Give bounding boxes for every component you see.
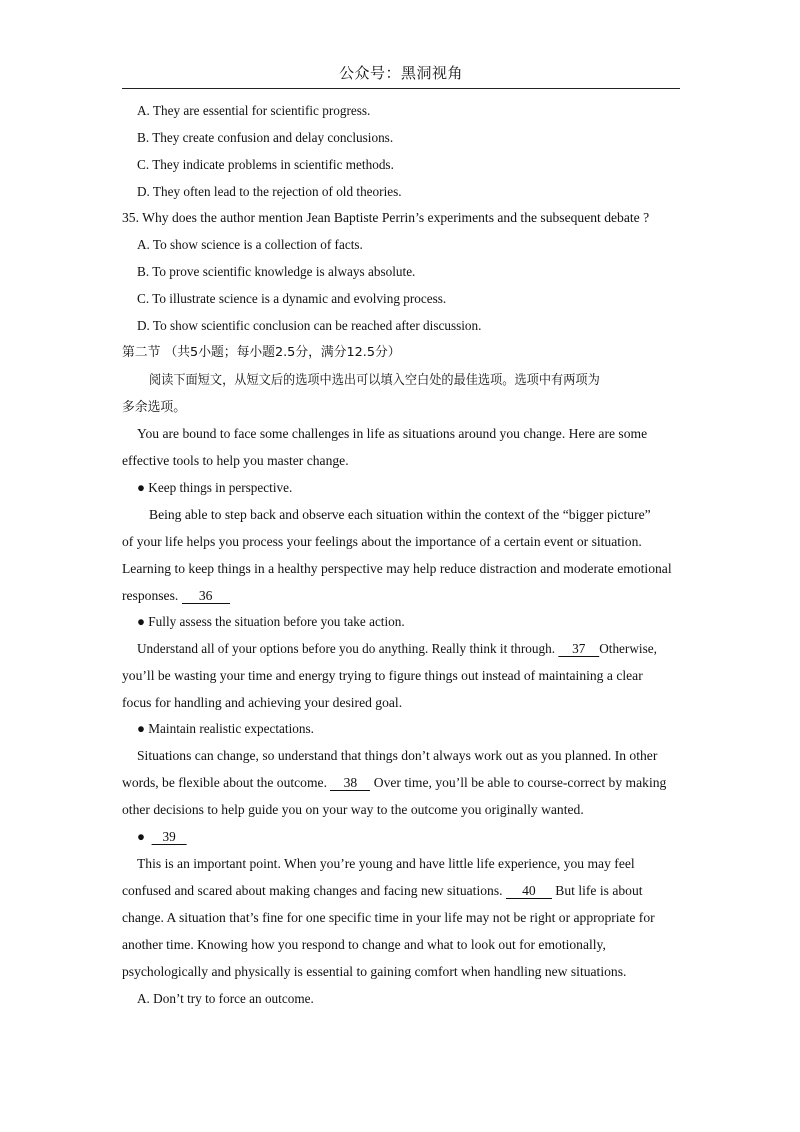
p1-line-2: of your life helps you process your feelings about the importance of a certain event or situation. [122, 534, 642, 549]
passage-intro-line-1: You are bound to face some challenges in life as situations around you change. Here are some [137, 426, 648, 441]
q34-option-a: A. They are essential for scientific progress. [137, 103, 371, 118]
p3-line-2 [122, 774, 682, 792]
p4-line-1: This is an important point. When you’re young and have little life experience, you may feel [137, 856, 635, 871]
q34-option-d: D. They often lead to the rejection of old theories. [137, 184, 402, 199]
tip-heading-3: ● Maintain realistic expectations. [137, 721, 314, 736]
p3-line-2-text-b: Over time, you’ll be able to course-correct by making [370, 775, 667, 790]
p1-line-4-text: responses. [122, 588, 182, 603]
p3-line-1: Situations can change, so understand that things don’t always work out as you planned. In other [137, 748, 658, 763]
tip-heading-2: ● Fully assess the situation before you take action. [137, 614, 405, 629]
p2-line-1-text-a: Understand all of your options before you do anything. Really think it through. [137, 641, 559, 656]
passage-intro-line-2: effective tools to help you master change. [122, 453, 349, 468]
p1-line-3: Learning to keep things in a healthy perspective may help reduce distraction and moderate emotional [122, 561, 672, 576]
q35-question: 35. Why does the author mention Jean Baptiste Perrin’s experiments and the subsequent debate ? [122, 210, 650, 225]
section-heading: 第二节 （共5小题；每小题2.5分，满分12.5分） [122, 345, 401, 360]
p4-line-5: psychologically and physically is essential to gaining comfort when handling new situations. [122, 964, 627, 979]
p4-line-4: another time. Knowing how you respond to change and what to look out for emotionally, [122, 937, 606, 952]
page-header [122, 58, 680, 89]
p2-line-1-text-b: Otherwise, [599, 641, 657, 656]
p1-line-4 [122, 587, 682, 605]
tip-heading-4 [137, 828, 682, 846]
answer-option-a: A. Don’t try to force an outcome. [137, 991, 314, 1006]
bullet-icon: ● [137, 829, 145, 844]
blank-40: 40 [506, 883, 552, 899]
q35-option-d: D. To show scientific conclusion can be reached after discussion. [137, 318, 482, 333]
p2-line-3: focus for handling and achieving your desired goal. [122, 695, 403, 710]
section-instruction-1: 阅读下面短文，从短文后的选项中选出可以填入空白处的最佳选项。选项中有两项为 [149, 373, 600, 388]
q35-option-c: C. To illustrate science is a dynamic and evolving process. [137, 291, 447, 306]
blank-38: 38 [330, 775, 370, 791]
q35-option-b: B. To prove scientific knowledge is always absolute. [137, 264, 416, 279]
p4-line-2 [122, 882, 682, 900]
p2-line-2: you’ll be wasting your time and energy trying to figure things out instead of maintaining a clear [122, 668, 643, 683]
p3-line-2-text-a: words, be flexible about the outcome. [122, 775, 331, 790]
section-instruction-2: 多余选项。 [122, 400, 186, 415]
p2-line-1 [137, 640, 682, 658]
q34-option-b: B. They create confusion and delay conclusions. [137, 130, 394, 145]
header-title: 公众号：黑洞视角 [338, 64, 463, 82]
blank-37: 37 [558, 641, 599, 657]
q34-option-c: C. They indicate problems in scientific methods. [137, 157, 394, 172]
q35-option-a: A. To show science is a collection of facts. [137, 237, 363, 252]
blank-36: 36 [182, 588, 230, 604]
p4-line-3: change. A situation that’s fine for one specific time in your life may not be right or appropriate for [122, 910, 655, 925]
tip-heading-1: ● Keep things in perspective. [137, 480, 293, 495]
p4-line-2-text-a: confused and scared about making changes and facing new situations. [122, 883, 506, 898]
p1-line-1: Being able to step back and observe each situation within the context of the “bigger picture” [149, 507, 651, 522]
p3-line-3: other decisions to help guide you on your way to the outcome you originally wanted. [122, 802, 584, 817]
p4-line-2-text-b: But life is about [551, 883, 643, 898]
blank-39: 39 [152, 829, 187, 845]
